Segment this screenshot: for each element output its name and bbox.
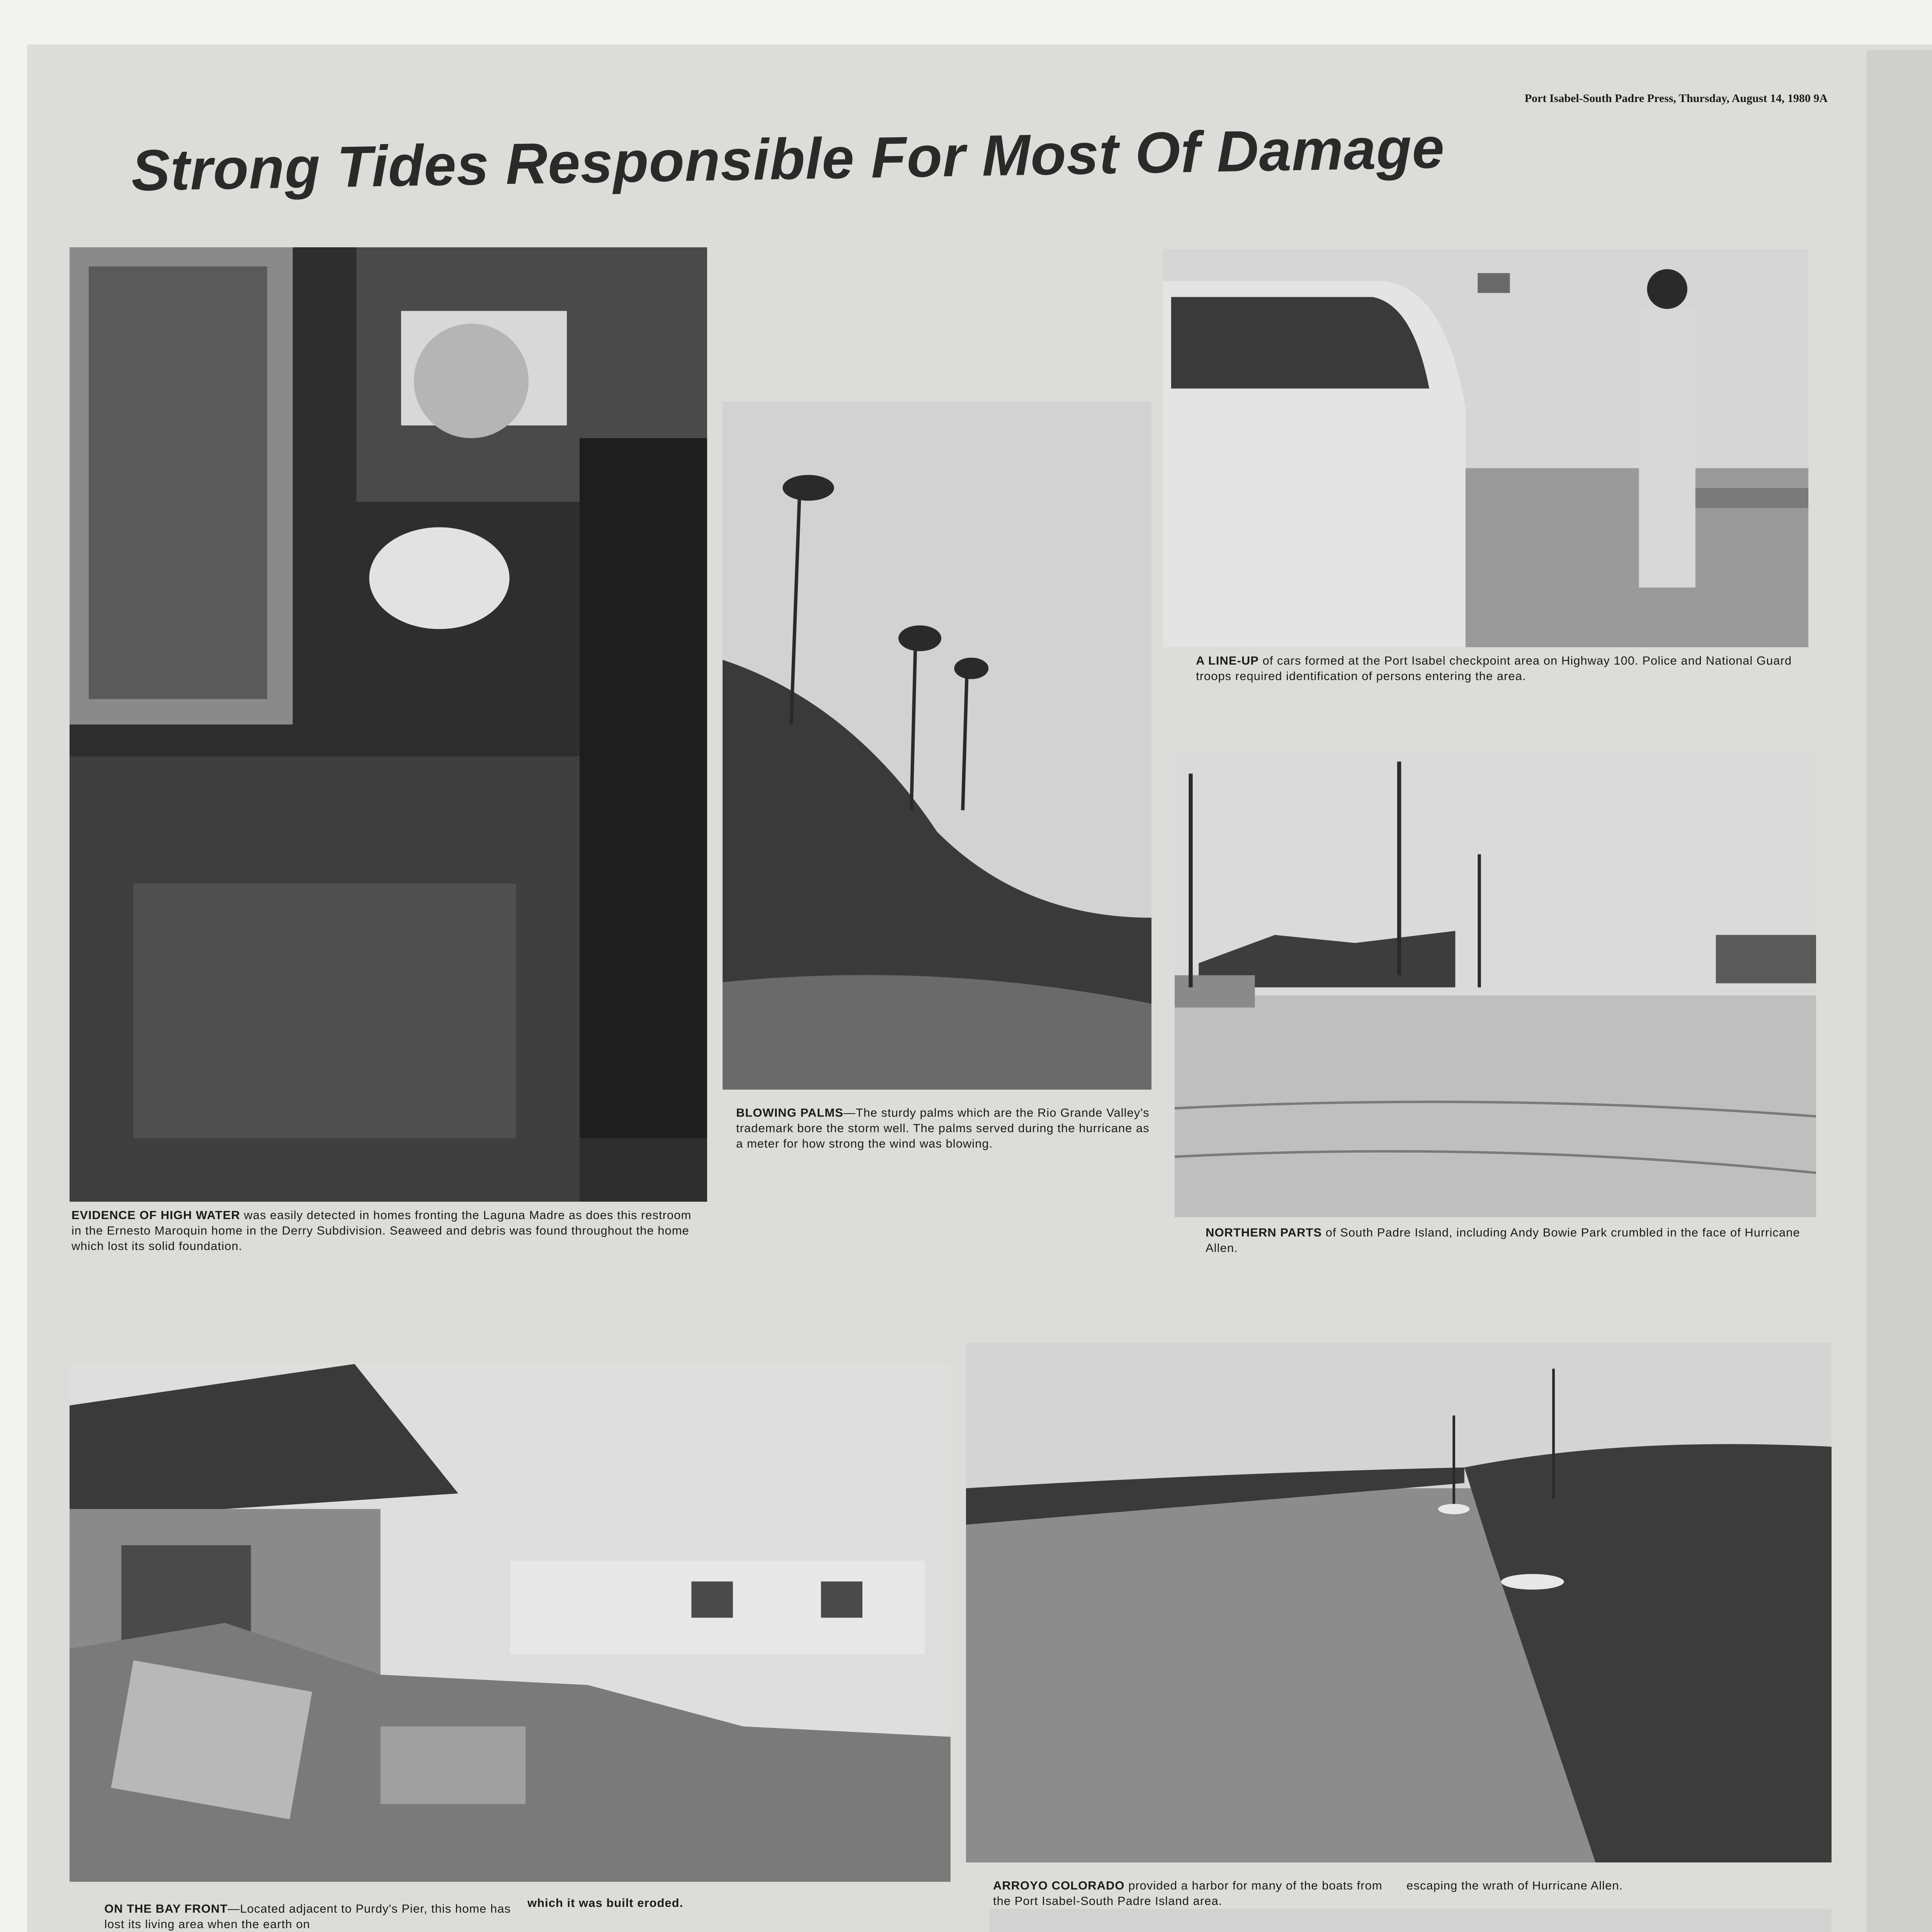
caption-lead: ON THE BAY FRONT	[104, 1902, 228, 1915]
caption-high-water	[71, 1208, 697, 1254]
photo-restroom	[70, 247, 707, 1202]
caption-body: provided a harbor for many of the boats from the Port Isabel-South Padre Island area.	[993, 1879, 1383, 1908]
caption-body: of cars formed at the Port Isabel checkpoint area on Highway 100. Police and National Guard troops required identification of persons entering the area.	[1196, 654, 1792, 683]
caption-lead: NORTHERN PARTS	[1206, 1226, 1322, 1239]
photo-cars	[1163, 249, 1808, 647]
caption-bay-front	[104, 1901, 529, 1932]
photo-northern	[1175, 753, 1816, 1217]
page-header: Port Isabel-South Padre Press, Thursday, August 14, 1980 9A	[1524, 92, 1828, 105]
caption-lead: ARROYO COLORADO	[993, 1879, 1125, 1892]
caption-lead: EVIDENCE OF HIGH WATER	[71, 1208, 240, 1222]
caption-arroyo	[993, 1878, 1383, 1909]
caption-body: —Located adjacent to Purdy's Pier, this home has lost its living area when the earth on	[104, 1902, 511, 1931]
caption-body: of South Padre Island, including Andy Bowie Park crumbled in the face of Hurricane Allen.	[1206, 1226, 1800, 1255]
photo-arroyo	[966, 1343, 1832, 1862]
caption-arroyo-cont: escaping the wrath of Hurricane Allen.	[1406, 1879, 1623, 1892]
caption-palms	[736, 1105, 1153, 1151]
caption-lead: BLOWING PALMS	[736, 1106, 844, 1119]
caption-body: was easily detected in homes fronting the Laguna Madre as does this restroom in the Ernesto Maroquin home in the Derry Subdivision. Seaweed and debris was found throughout the home which lost its solid foundation.	[71, 1208, 692, 1253]
photo-palms	[723, 402, 1151, 1090]
caption-bay-front-cont: which it was built eroded.	[527, 1896, 684, 1910]
photo-bay-front	[70, 1364, 951, 1882]
caption-northern	[1206, 1225, 1808, 1256]
photo-brownsville	[989, 1909, 1832, 1932]
caption-body: —The sturdy palms which are the Rio Grande Valley's trademark bore the storm well. The palms served during the hurricane as a meter for how strong the wind was blowing.	[736, 1106, 1150, 1150]
headline: Strong Tides Responsible For Most Of Damage	[131, 115, 1445, 203]
caption-lead: A LINE-UP	[1196, 654, 1259, 667]
page-edge	[1866, 50, 1932, 1932]
caption-cars	[1196, 653, 1799, 684]
